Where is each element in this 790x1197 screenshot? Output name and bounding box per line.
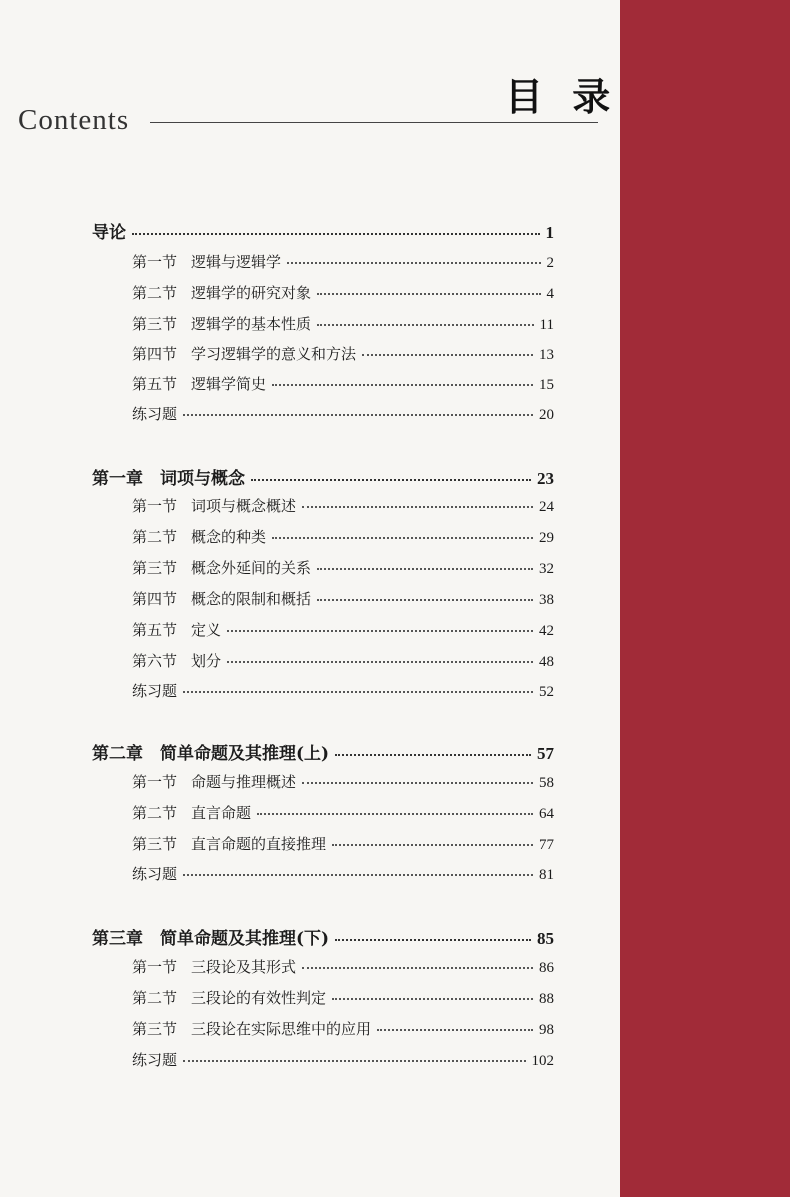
toc-page-number: 23: [537, 469, 554, 488]
toc-section-row[interactable]: [132, 526, 554, 547]
toc-section-title: 逻辑与逻辑学: [191, 253, 282, 271]
toc-section-number: 第一节: [132, 773, 178, 791]
toc-section-row[interactable]: [132, 956, 554, 977]
toc-page-number: 32: [539, 561, 554, 577]
toc-page-number: 38: [539, 592, 554, 608]
toc-dot-leader: [183, 691, 533, 693]
toc-dot-leader: [332, 844, 533, 846]
toc-section-number: 第一节: [132, 253, 178, 271]
toc-section-row[interactable]: [132, 557, 554, 578]
toc-dot-leader: [335, 939, 531, 941]
toc-section-number: 第一节: [132, 958, 178, 976]
toc-dot-leader: [132, 233, 540, 235]
toc-page-number: 1: [545, 223, 554, 242]
toc-dot-leader: [227, 630, 533, 632]
toc-section-number: 第二节: [132, 528, 178, 546]
toc-section-number: 第二节: [132, 284, 178, 302]
toc-page-number: 13: [539, 347, 554, 363]
toc-section-row[interactable]: [132, 403, 554, 424]
toc-section-row[interactable]: [132, 313, 554, 334]
toc-dot-leader: [272, 537, 533, 539]
toc-page-number: 64: [539, 806, 554, 822]
toc-section-number: 第三节: [132, 315, 178, 333]
toc-page-number: 77: [539, 837, 554, 853]
toc-section-number: 第三节: [132, 835, 178, 853]
toc-section-title: 概念的种类: [191, 528, 267, 546]
toc-section-number: 第二节: [132, 804, 178, 822]
toc-section-row[interactable]: [132, 588, 554, 609]
toc-page-number: 20: [539, 407, 554, 423]
toc-section-title: 学习逻辑学的意义和方法: [191, 345, 357, 363]
toc-dot-leader: [362, 354, 533, 356]
toc-section-number: 练习题: [132, 405, 178, 423]
toc-page-number: 11: [539, 317, 554, 333]
toc-section-row[interactable]: [132, 650, 554, 671]
toc-page-number: 24: [539, 499, 554, 515]
toc-section-number: 练习题: [132, 682, 178, 700]
toc-chapter-row[interactable]: [92, 739, 554, 764]
toc-section-title: 概念外延间的关系: [191, 559, 312, 577]
toc-dot-leader: [302, 782, 533, 784]
toc-page-number: 48: [539, 654, 554, 670]
toc-page-number: 15: [539, 377, 554, 393]
toc-dot-leader: [302, 967, 533, 969]
toc-dot-leader: [287, 262, 540, 264]
toc-section-number: 第三节: [132, 559, 178, 577]
toc-dot-leader: [272, 384, 533, 386]
toc-section-title: 定义: [191, 621, 222, 639]
toc-chapter-title: 第三章 简单命题及其推理(下): [92, 929, 330, 949]
toc-page-number: 88: [539, 991, 554, 1007]
toc-page-number: 85: [537, 929, 554, 948]
toc-section-number: 第五节: [132, 621, 178, 639]
toc-section-title: 逻辑学简史: [191, 375, 267, 393]
toc-section-row[interactable]: [132, 771, 554, 792]
toc-page-number: 58: [539, 775, 554, 791]
toc-dot-leader: [317, 324, 534, 326]
toc-section-title: 命题与推理概述: [191, 773, 297, 791]
toc-page-number: 29: [539, 530, 554, 546]
toc-page-number: 52: [539, 684, 554, 700]
toc-section-number: 第五节: [132, 375, 178, 393]
toc-section-row[interactable]: [132, 495, 554, 516]
toc-section-number: 第二节: [132, 989, 178, 1007]
toc-dot-leader: [317, 599, 533, 601]
toc-page-number: 102: [531, 1053, 554, 1069]
toc-section-number: 第六节: [132, 652, 178, 670]
toc-section-row[interactable]: [132, 987, 554, 1008]
toc-section-title: 三段论的有效性判定: [191, 989, 327, 1007]
toc-dot-leader: [257, 813, 533, 815]
toc-section-row[interactable]: [132, 680, 554, 701]
toc-section-number: 第四节: [132, 345, 178, 363]
toc-dot-leader: [251, 479, 531, 481]
toc-section-title: 概念的限制和概括: [191, 590, 312, 608]
toc-section-row[interactable]: [132, 251, 554, 272]
toc-section-row[interactable]: [132, 802, 554, 823]
toc-section-title: 三段论在实际思维中的应用: [191, 1020, 372, 1038]
side-color-band: [620, 0, 790, 1197]
contents-heading: Contents: [18, 104, 130, 136]
toc-page-number: 4: [546, 286, 554, 302]
toc-section-row[interactable]: [132, 373, 554, 394]
toc-section-row[interactable]: [132, 1049, 554, 1070]
toc-section-number: 第三节: [132, 1020, 178, 1038]
toc-dot-leader: [183, 414, 533, 416]
toc-dot-leader: [183, 1060, 525, 1062]
toc-section-title: 直言命题: [191, 804, 252, 822]
toc-section-title: 三段论及其形式: [191, 958, 297, 976]
toc-section-title: 划分: [191, 652, 222, 670]
toc-section-title: 逻辑学的基本性质: [191, 315, 312, 333]
toc-chapter-title: 第二章 简单命题及其推理(上): [92, 744, 330, 764]
toc-dot-leader: [377, 1029, 533, 1031]
toc-section-title: 词项与概念概述: [191, 497, 297, 515]
toc-section-number: 练习题: [132, 1051, 178, 1069]
toc-section-row[interactable]: [132, 343, 554, 364]
toc-page-number: 57: [537, 744, 554, 763]
toc-chapter-row[interactable]: [92, 924, 554, 949]
toc-section-title: 直言命题的直接推理: [191, 835, 327, 853]
toc-dot-leader: [302, 506, 533, 508]
toc-section-row[interactable]: [132, 282, 554, 303]
toc-section-number: 第一节: [132, 497, 178, 515]
page-title: 目 录: [505, 75, 619, 119]
toc-section-row[interactable]: [132, 833, 554, 854]
toc-chapter-title: 第一章 词项与概念: [92, 469, 245, 489]
toc-section-row[interactable]: [132, 1018, 554, 1039]
toc-section-number: 第四节: [132, 590, 178, 608]
toc-dot-leader: [317, 293, 540, 295]
toc-section-row[interactable]: [132, 619, 554, 640]
toc-dot-leader: [332, 998, 533, 1000]
toc-page-number: 2: [546, 255, 554, 271]
toc-page-number: 98: [539, 1022, 554, 1038]
toc-dot-leader: [317, 568, 533, 570]
toc-section-number: 练习题: [132, 865, 178, 883]
toc-dot-leader: [183, 874, 533, 876]
toc-chapter-title: 导论: [92, 223, 126, 243]
toc-chapter-row[interactable]: [92, 464, 554, 489]
toc-section-row[interactable]: [132, 863, 554, 884]
toc-chapter-row[interactable]: [92, 218, 554, 243]
toc-page-number: 81: [539, 867, 554, 883]
toc-page-number: 42: [539, 623, 554, 639]
toc-page-number: 86: [539, 960, 554, 976]
toc-section-title: 逻辑学的研究对象: [191, 284, 312, 302]
toc-dot-leader: [335, 754, 531, 756]
toc-dot-leader: [227, 661, 533, 663]
